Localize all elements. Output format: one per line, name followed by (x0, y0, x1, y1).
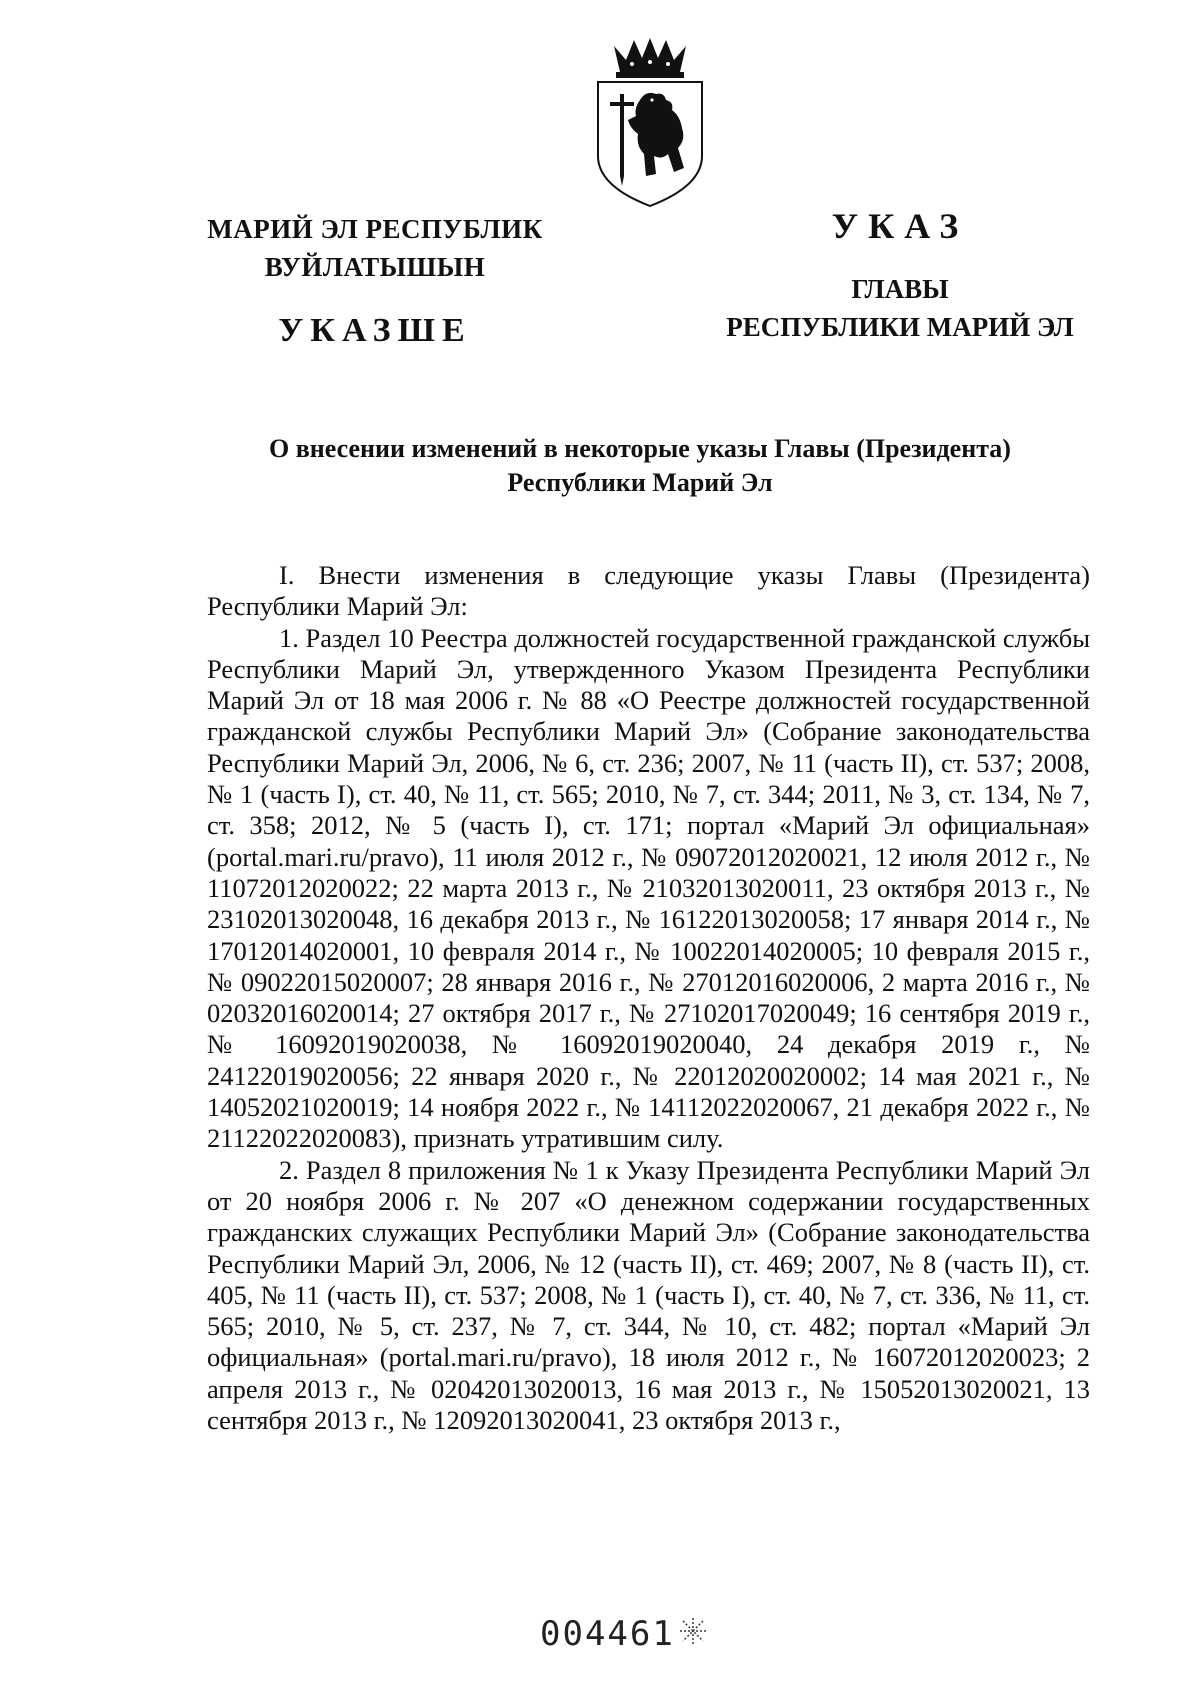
body-paragraph-intro: I. Внести изменения в следующие указы Главы (Президента) Республики Марий Эл: (207, 560, 1090, 622)
document-title-line2: Республики Марий Эл (507, 468, 773, 497)
document-title-line1: О внесении изменений в некоторые указы Главы (Президента) (269, 434, 1011, 463)
header-left-block (190, 210, 560, 352)
serial-number: 004461 (540, 1614, 675, 1654)
header-right-decree-word: УКАЗ (831, 206, 969, 246)
header-right-line2: ГЛАВЫ (851, 274, 949, 304)
document-title (195, 432, 1085, 500)
document-body (207, 560, 1090, 1436)
header-right-block (700, 204, 1100, 346)
body-paragraph-item-1: 1. Раздел 10 Реестра должностей государственной гражданской службы Республики Марий Эл, утвержденного Указом Президента Республики Марий Эл от 18 мая 2006 г. № 88 «О Реестре должностей государственной гражданской службы Республики Марий Эл» (Собрание законодательства Республики Марий Эл, 2006, № 6, ст. 236; 2007, № 11 (часть II), ст. 537; 2008, № 1 (часть I), ст. 40, № 11, ст. 565; 2010, № 7, ст. 344; 2011, № 3, ст. 134, № 7, ст. 358; 2012, № 5 (часть I), ст. 171; портал «Марий Эл официальная» (portal.mari.ru/pravo), 11 июля 2012 г., № 09072012020021, 12 июля 2012 г., № 11072012020022; 22 марта 2013 г., № 21032013020011, 23 октября 2013 г., № 23102013020048, 16 декабря 2013 г., № 16122013020058; 17 января 2014 г., № 17012014020001, 10 февраля 2014 г., № 10022014020005; 10 февраля 2015 г., № 09022015020007; 28 января 2016 г., № 27012016020006, 2 марта 2016 г., № 02032016020014; 27 октября 2017 г., № 27102017020049; 16 сентября 2019 г., № 16092019020038, № 16092019020040, 24 декабря 2019 г., № 24122019020056; 22 января 2020 г., № 22012020020002; 14 мая 2021 г., № 14052021020019; 14 ноября 2022 г., № 14112022020067, 21 декабря 2022 г., № 21122022020083), признать утратившим силу. (207, 622, 1090, 1154)
body-paragraph-item-2: 2. Раздел 8 приложения № 1 к Указу Президента Республики Марий Эл от 20 ноября 2006 г. № 207 «О денежном содержании государственных гражданских служащих Республики Марий Эл» (Собрание законодательства Республики Марий Эл, 2006, № 12 (часть II), ст. 469; 2007, № 8 (часть II), ст. 405, № 11 (часть II), ст. 537; 2008, № 1 (часть I), ст. 40, № 7, ст. 336, № 11, ст. 565; 2010, № 5, ст. 237, № 7, ст. 344, № 10, ст. 482; портал «Марий Эл официальная» (portal.mari.ru/pravo), 18 июля 2012 г., № 16072012020023; 2 апреля 2013 г., № 02042013020013, 16 мая 2013 г., № 15052013020021, 13 сентября 2013 г., № 12092013020041, 23 октября 2013 г., (207, 1154, 1090, 1436)
header-left-decree-word: УКАЗШЕ (278, 312, 472, 349)
header-left-line1: МАРИЙ ЭЛ РЕСПУБЛИК (207, 214, 543, 244)
header-right-line3: РЕСПУБЛИКИ МАРИЙ ЭЛ (726, 312, 1074, 342)
coat-of-arms-icon (590, 36, 710, 208)
header-left-line2: ВУЙЛАТЫШЫН (264, 252, 486, 282)
asterisk-mark-icon (678, 1616, 708, 1646)
